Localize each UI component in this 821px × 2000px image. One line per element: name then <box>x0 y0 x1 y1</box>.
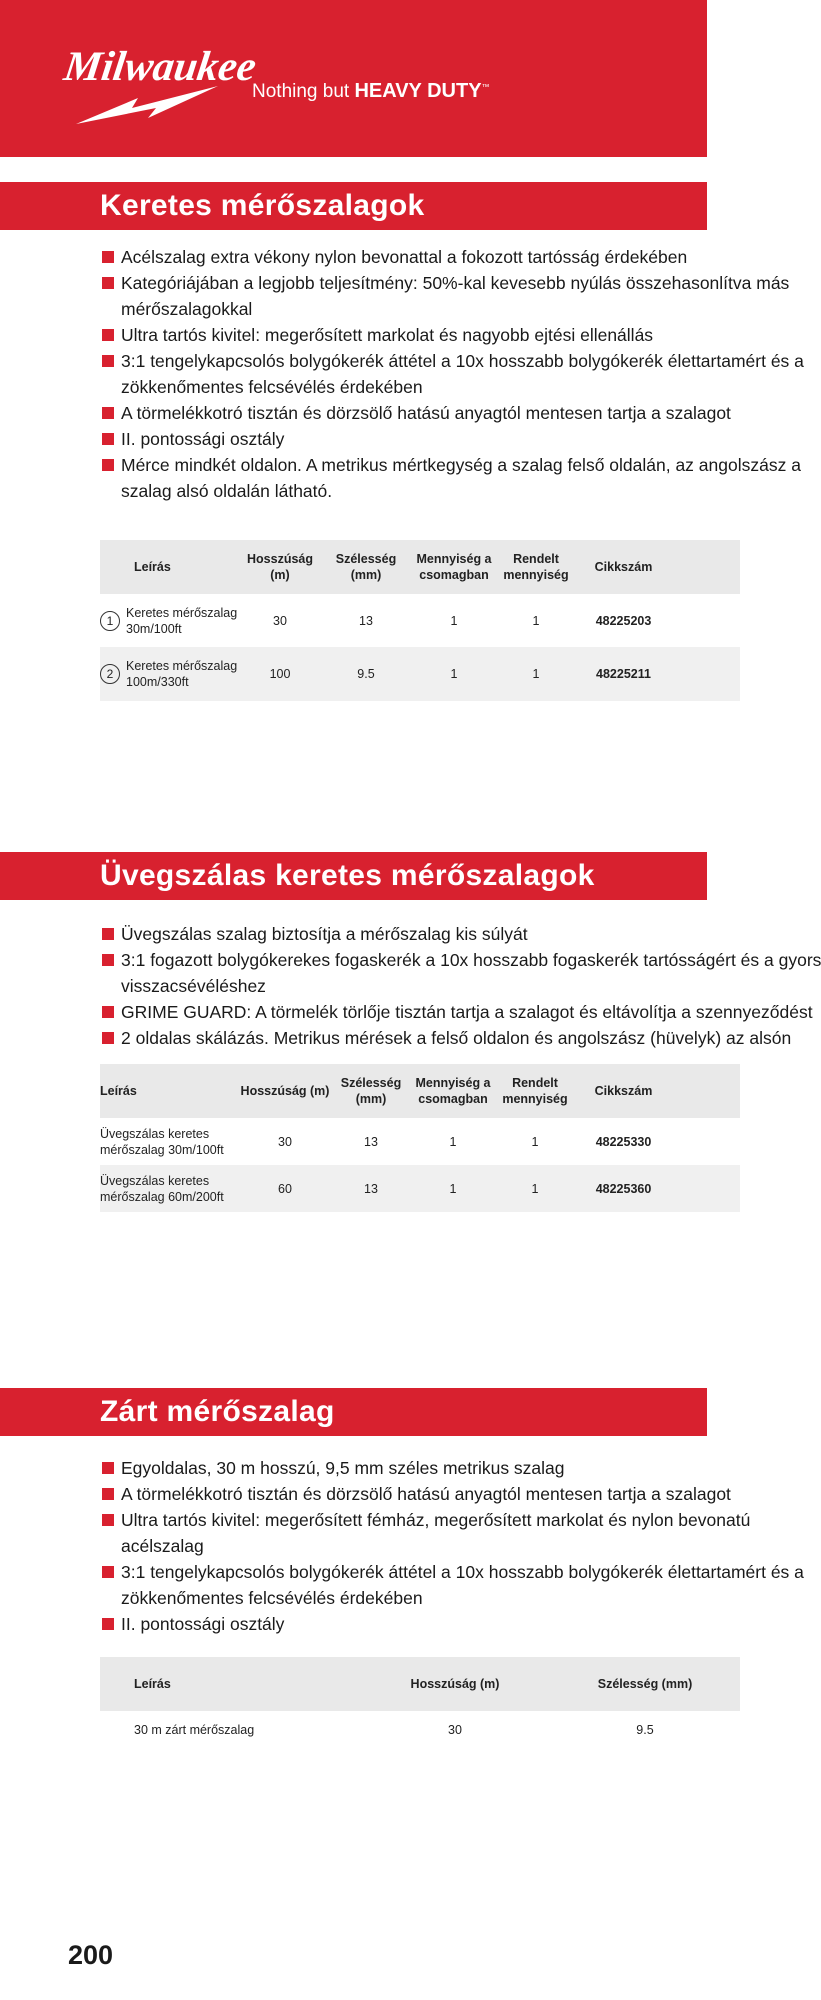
feature-text: 2 oldalas skálázás. Metrikus mérések a felső oldalon és angolszász (hüvelyk) az alsón <box>121 1028 792 1048</box>
feature-bullet <box>102 400 731 426</box>
table-row <box>100 647 740 701</box>
col-header-pack-qty: Mennyiség a csomagban <box>412 1064 494 1118</box>
feature-bullet <box>102 348 804 400</box>
feature-text: Egyoldalas, 30 m hosszú, 9,5 mm széles metrikus szalag <box>121 1458 565 1478</box>
header-band <box>0 0 707 157</box>
spec-table <box>100 1064 707 1212</box>
length-cell: 30 <box>278 1134 292 1149</box>
description-cell: 30 m zárt mérőszalag <box>134 1723 255 1737</box>
table-row <box>100 1165 740 1212</box>
feature-text: 3:1 fogazott bolygókerekes fogaskerék a 10x hosszabb fogaskerék tartósságért és a gyors <box>121 950 821 970</box>
section-title: Zárt mérőszalag <box>100 1395 335 1428</box>
feature-text: Acélszalag extra vékony nylon bevonattal a fokozott tartósság érdekében <box>121 247 688 267</box>
feature-text: Mérce mindkét oldalon. A metrikus mértkegység a szalag felső oldalán, az angolszász a <box>121 455 801 475</box>
order-qty-cell: 1 <box>494 1165 576 1212</box>
feature-text: II. pontossági osztály <box>121 429 285 449</box>
feature-bullet <box>102 426 707 452</box>
description-cell: Üvegszálas keretes mérőszalag 30m/100ft <box>100 1126 224 1157</box>
feature-text: Üvegszálas szalag biztosítja a mérőszalag kis súlyát <box>121 924 528 944</box>
table-row <box>100 1118 740 1165</box>
feature-bullet <box>102 1455 707 1481</box>
width-cell: 9.5 <box>636 1723 654 1737</box>
section-title: Keretes mérőszalagok <box>100 189 425 222</box>
width-cell: 9.5 <box>320 647 412 701</box>
feature-bullet <box>102 244 707 270</box>
length-cell: 100 <box>240 647 320 701</box>
col-header-order-qty: Rendelt mennyiség <box>496 540 576 594</box>
table-row <box>100 1711 740 1749</box>
col-header-article-no: Cikkszám <box>576 1064 671 1118</box>
feature-text: acélszalag <box>121 1536 204 1556</box>
feature-bullet <box>102 921 707 947</box>
table-row <box>100 594 740 647</box>
pack-qty-cell: 1 <box>412 1165 494 1212</box>
col-header-length: Hosszúság (m) <box>360 1657 550 1711</box>
width-cell: 13 <box>330 1165 412 1212</box>
tagline: Nothing but HEAVY DUTY™ <box>252 80 490 102</box>
feature-text: II. pontossági osztály <box>121 1614 285 1634</box>
section-title: Üvegszálas keretes mérőszalagok <box>100 859 595 892</box>
feature-bullet <box>102 1481 731 1507</box>
feature-text: A törmelékkotró tisztán és dörzsölő hatású anyagtól mentesen tartja a szalagot <box>121 403 731 423</box>
feature-bullet <box>102 947 821 999</box>
col-header-width: Szélesség (mm) <box>550 1657 740 1711</box>
article-no-cell: 48225203 <box>595 613 652 628</box>
feature-bullet <box>102 1025 792 1051</box>
pack-qty-cell: 1 <box>449 1134 457 1149</box>
col-header-width: Szélesség (mm) <box>320 540 412 594</box>
feature-list <box>102 244 804 504</box>
order-qty-cell: 1 <box>532 613 540 628</box>
col-header-length: Hosszúság (m) <box>240 1064 330 1118</box>
order-qty-cell: 1 <box>496 647 576 701</box>
section-band-uvegszalas <box>0 852 707 900</box>
col-header-order-qty: Rendelt mennyiség <box>494 1064 576 1118</box>
feature-bullet <box>102 322 707 348</box>
pack-qty-cell: 1 <box>412 647 496 701</box>
col-header-pack-qty: Mennyiség a csomagban <box>412 540 496 594</box>
feature-text: A törmelékkotró tisztán és dörzsölő hatású anyagtól mentesen tartja a szalagot <box>121 1484 731 1504</box>
description-cell: 1Keretes mérőszalag 30m/100ft <box>100 594 240 647</box>
feature-text: zökkenőmentes felcsévélés érdekében <box>121 1588 423 1608</box>
article-no-cell: 48225330 <box>595 1134 652 1149</box>
length-cell: 30 <box>273 613 287 628</box>
feature-list <box>102 921 821 1051</box>
feature-bullet <box>102 452 801 504</box>
page-number: 200 <box>68 1940 114 1970</box>
description-cell: 2Keretes mérőszalag 100m/330ft <box>100 647 240 701</box>
feature-text: 3:1 tengelykapcsolós bolygókerék áttétel a 10x hosszabb bolygókerék élettartamért és a <box>121 351 804 371</box>
col-header-description: Leírás <box>100 1064 240 1118</box>
feature-text: szalag alsó oldalán látható. <box>121 481 333 501</box>
feature-bullet <box>102 999 813 1025</box>
col-header-width: Szélesség (mm) <box>330 1064 412 1118</box>
feature-text: Ultra tartós kivitel: megerősített markolat és nagyobb ejtési ellenállás <box>121 325 654 345</box>
length-cell: 30 <box>448 1723 462 1737</box>
width-cell: 13 <box>359 613 373 628</box>
milwaukee-logo <box>61 28 260 128</box>
col-header-length: Hosszúság (m) <box>240 540 320 594</box>
col-header-description: Leírás <box>100 540 240 594</box>
feature-text: Ultra tartós kivitel: megerősített fémház, megerősített markolat és nylon bevonatú <box>121 1510 751 1530</box>
spec-table <box>100 540 707 701</box>
length-cell: 60 <box>240 1165 330 1212</box>
col-header-article-no: Cikkszám <box>576 540 671 594</box>
feature-text: Kategóriájában a legjobb teljesítmény: 50%-kal kevesebb nyúlás összehasonlítva más <box>121 273 790 293</box>
item-number-marker: 1 <box>100 611 120 631</box>
article-no-cell: 48225360 <box>576 1165 671 1212</box>
feature-bullet <box>102 1559 804 1611</box>
feature-text: mérőszalagokkal <box>121 299 253 319</box>
col-header-description: Leírás <box>100 1657 360 1711</box>
feature-text: zökkenőmentes felcsévélés érdekében <box>121 377 423 397</box>
description-cell: Üvegszálas keretes mérőszalag 60m/200ft <box>100 1165 240 1212</box>
feature-list <box>102 1455 804 1637</box>
feature-bullet <box>102 270 790 322</box>
feature-bullet <box>102 1507 751 1559</box>
feature-text: GRIME GUARD: A törmelék törlője tisztán tartja a szalagot és eltávolítja a szennyeződést <box>121 1002 813 1022</box>
order-qty-cell: 1 <box>531 1134 539 1149</box>
item-number-marker: 2 <box>100 664 120 684</box>
pack-qty-cell: 1 <box>450 613 458 628</box>
width-cell: 13 <box>364 1134 378 1149</box>
section-band-keretes <box>0 182 707 230</box>
spec-table <box>100 1657 707 1749</box>
svg-text:Milwaukee: Milwaukee <box>61 43 260 90</box>
feature-text: 3:1 tengelykapcsolós bolygókerék áttétel a 10x hosszabb bolygókerék élettartamért és a <box>121 1562 804 1582</box>
article-no-cell: 48225211 <box>576 647 671 701</box>
feature-bullet <box>102 1611 707 1637</box>
section-band-zart <box>0 1388 707 1436</box>
feature-text: visszacsévéléshez <box>121 976 266 996</box>
